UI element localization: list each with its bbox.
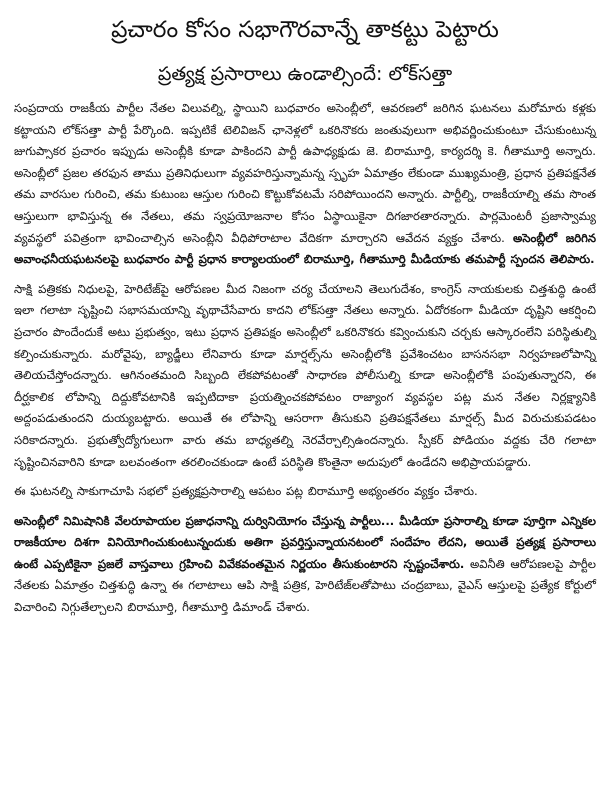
article-paragraph-4 — [14, 511, 596, 619]
paragraph-1-bold-text: అసెంబ్లీలో జరిగిన అవాంఛనీయఘటనలపై బుధవారం పార్టీ ప్రధాన కార్యాలయంలో బిరామూర్తి, గీతామూర్తి మీడియాకు తమపార్టీ స్పందన తెలిపారు. — [14, 230, 596, 267]
article-paragraph-2: సాక్షి పత్రికకు నిధులపై, హెరిటేజ్‌పై ఆరోపణల మీద నిజంగా చర్య చేయాలని తెలుగుదేశం, కాంగ్రెస్ నాయకులకు చిత్తశుద్ధి ఉంటే ఇలా గలాటా సృష్టించి సభాసమయాన్ని వృథాచేసేవారు కాదని లోక్‌సత్తా నేతలు అన్నారు. ఏదోరకంగా మీడియా దృష్టిని ఆకర్షించి ప్రచారం పొందేందుకే అటు ప్రభుత్వం, ఇటు ప్రధాన ప్రతిపక్షం అసెంబ్లీలో ఒకరినొకరు కవ్వించుకుని చర్చకు ఆస్కారంలేని పరిస్థితుల్ని కల్పించుకున్నారు. మరోవైపు, బ్యాడ్జీలు లేనివారు కూడా మార్షల్స్‌ను అసెంబ్లీలోకి ప్రవేశించటం బాసనసభా నిర్వహణలోపాన్ని తెలియచేస్తోందన్నారు. ఆగినంతమంది సిబ్బంది లేకపోవటంతో సాధారణ పోలీసుల్ని కూడా అసెంబ్లీలోకి పంపుతున్నారని, ఈ దీర్ఘకాలిక లోపాన్ని దిద్దుకోవటానికి ఇప్పటిదాకా ప్రయత్నించకపోవటం రాజ్యాంగ వ్యవస్థల పట్ల మన నేతల నిర్లక్ష్యానికి అద్దంపడుతుందని దుయ్యబట్టారు. అయితే ఈ లోపాన్ని ఆసరాగా తీసుకుని ప్రతిపక్షనేతలు మార్షల్స్ మీద విరుచుకుపడటం సరికాదన్నారు. ప్రభుత్వోద్యోగులుగా వారు తమ బాధ్యతల్ని నెరవేర్చాల్సిఉందన్నారు. స్పీకర్ పోడియం వద్దకు చేరి గలాటా సృష్టించినవారిని కూడా బలవంతంగా తరలించకుండా ఉంటే పరిస్థితి కొంతైనా అదుపులో ఉండేదని అభిప్రాయపడ్డారు. — [14, 281, 596, 469]
article-headline: ప్రచారం కోసం సభాగౌరవాన్నే తాకట్టు పెట్టారు — [111, 17, 499, 43]
article-subheadline: ప్రత్యక్ష ప్రసారాలు ఉండాల్సిందే: లోక్‌సత్తా — [157, 63, 453, 85]
article-paragraph-3: ఈ ఘటనల్ని సాకుగాచూపి సభలో ప్రత్యక్షప్రసారాల్ని ఆపటం పట్ల బిరామూర్తి అభ్యంతరం వ్యక్తం చేశారు. — [14, 484, 478, 499]
paragraph-4-text: అవినీతి ఆరోపణలపై పార్టీల నేతలకు ఏమాత్రం చిత్తశుద్ధి ఉన్నా ఈ గలాటాలు ఆపి సాక్షి పత్రిక, హెరిటేజ్‌లతోపాటు చంద్రబాబు, వైఎస్ ఆస్తులపై ప్రత్యేక కోర్టులో విచారించి నిగ్గుతేల్చాలని బిరామూర్తి, గీతామూర్తి డిమాండ్ చేశారు. — [14, 556, 596, 615]
paragraph-4-bold-text: అసెంబ్లీలో నిమిషానికి వేలరూపాయల ప్రజాధనాన్ని దుర్వినియోగం చేస్తున్న పార్టీలు... మీడియా ప్రసారాల్ని కూడా పూర్తిగా ఎన్నికల రాజకీయాల దిశగా వినియోగించుకుంటున్నందుకు అతిగా ప్రవర్తిస్తున్నాయనటంలో సందేహం లేదని, అయితే ప్రత్యక్ష ప్రసారాలు ఉంటే ఎప్పటికైనా ప్రజలే వాస్తవాలు గ్రహించి వివేకవంతమైన నిర్ణయం తీసుకుంటారని స్పష్టంచేశారు. — [14, 513, 596, 571]
article-paragraph-1 — [14, 98, 596, 271]
paragraph-1-text: సంప్రదాయ రాజకీయ పార్టీల నేతల విలువల్ని, స్థాయిని బుధవారం అసెంబ్లీలో, ఆవరణలో జరిగిన ఘటనలు మరోమారు కళ్లకు కట్టాయని లోక్‌సత్తా పార్టీ పేర్కొంది. ఇప్పటికే టెలివిజన్ ఛానెళ్లలో ఒకరినొకరు జంతువులుగా అభివర్ణించుకుంటూ చేసుకుంటున్న జుగుప్సాకర ప్రచారం ఇప్పుడు అసెంబ్లీకి కూడా పాకిందని పార్టీ ఉపాధ్యక్షుడు జె. బిరామూర్తి, కార్యదర్శి కె. గీతామూర్తి అన్నారు. అసెంబ్లీలో ప్రజల తరఫున తాము ప్రతినిధులుగా వ్యవహరిస్తున్నామన్న స్పృహ ఏమాత్రం లేకుండా ముఖ్యమంత్రి, ప్రధాన ప్రతిపక్షనేత తమ వారసుల గురించి, తమ కుటుంబ ఆస్తుల గురించి కొట్టుకోవటమే సరిపోయిందని అన్నారు. పార్టీల్ని, రాజకీయాల్ని తమ సొంత ఆస్తులుగా భావిస్తున్న ఈ నేతలు, తమ స్వప్రయోజనాల కోసం ఏస్థాయికైనా దిగజారతారన్నారు. పార్లమెంటరీ ప్రజాస్వామ్య వ్యవస్థలో పవిత్రంగా భావించాల్సిన అసెంబ్లీని వీధిపోరాటాల వేదికగా మార్చారని ఆవేదన వ్యక్తం చేశారు. — [14, 101, 596, 245]
